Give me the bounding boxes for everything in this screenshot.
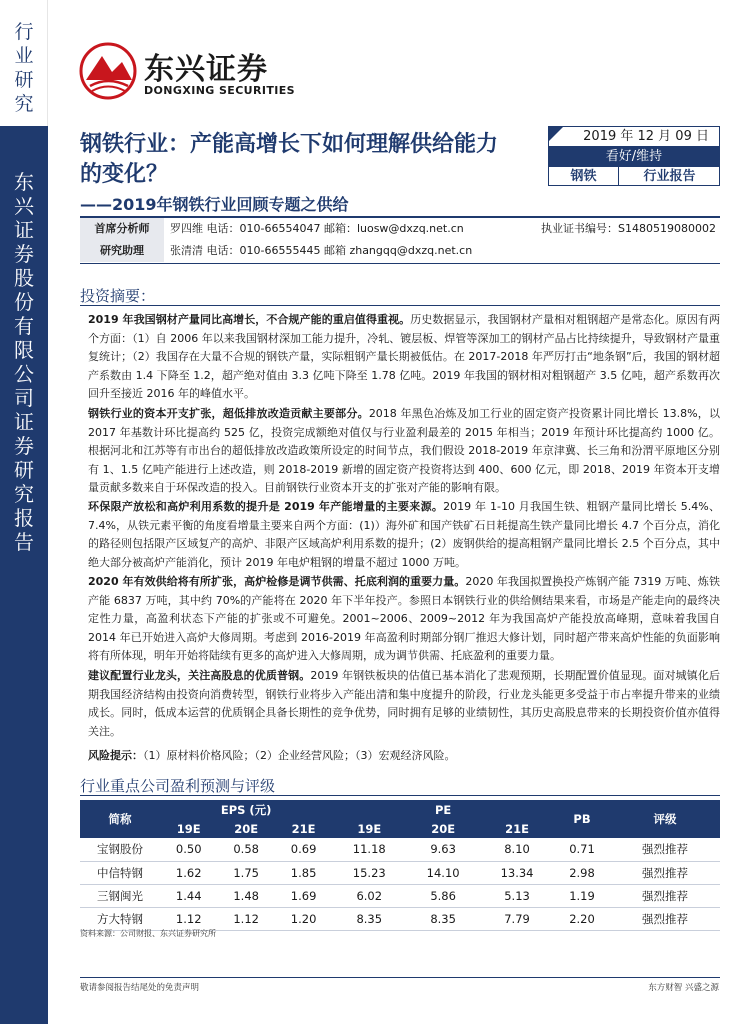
forecast-table xyxy=(80,800,720,931)
table-cell: 8.35 xyxy=(406,907,480,930)
analyst-cert: 执业证书编号：S1480519080002 xyxy=(541,222,716,235)
paragraph-lead: 建议配置行业龙头，关注高股息的优质普钢。 xyxy=(88,669,311,682)
footer-disclaimer: 敬请参阅报告结尾处的免责声明 xyxy=(80,983,200,993)
rating-cell: 强烈推荐 xyxy=(610,861,720,884)
table-cell: 9.63 xyxy=(406,838,480,861)
report-title: 钢铁行业：产能高增长下如何理解供给能力的变化？ xyxy=(80,132,499,187)
summary-paragraph xyxy=(88,573,720,666)
col-year: 20E xyxy=(217,819,274,838)
assistant-role: 研究助理 xyxy=(80,240,164,262)
table-cell: 1.19 xyxy=(554,884,610,907)
table-cell: 6.02 xyxy=(332,884,406,907)
sidebar-company: 东兴证券股份有限公司证券研究报告 xyxy=(14,170,34,554)
col-pe: PE xyxy=(332,800,554,819)
table-cell: 1.20 xyxy=(275,907,332,930)
table-cell: 2.98 xyxy=(554,861,610,884)
table-row xyxy=(80,838,720,861)
paragraph-lead: 钢铁行业的资本开支扩张，超低排放改造贡献主要部分。 xyxy=(88,407,369,420)
table-row xyxy=(80,884,720,907)
table-cell: 7.79 xyxy=(480,907,554,930)
table-cell: 1.62 xyxy=(160,861,217,884)
assistant-info: 张清清 电话：010-66555445 邮箱 zhangqq@dxzq.net.cn xyxy=(170,244,473,257)
risk-note xyxy=(88,747,456,765)
table-cell: 13.34 xyxy=(480,861,554,884)
company-name: 中信特钢 xyxy=(80,861,160,884)
summary-paragraph xyxy=(88,405,720,498)
rating-cell: 强烈推荐 xyxy=(610,838,720,861)
table-cell: 0.71 xyxy=(554,838,610,861)
industry-name: 钢铁 xyxy=(549,167,619,186)
report-meta-box xyxy=(548,126,720,186)
table-cell: 14.10 xyxy=(406,861,480,884)
summary-paragraph xyxy=(88,667,720,741)
paragraph-lead: 2019 年我国钢材产量同比高增长，不合规产能的重启值得重视。 xyxy=(88,313,411,326)
report-subtitle: ——2019年钢铁行业回顾专题之供给 xyxy=(80,195,349,214)
company-name: 宝钢股份 xyxy=(80,838,160,861)
company-logo xyxy=(78,42,308,102)
rating-cell: 强烈推荐 xyxy=(610,884,720,907)
table-cell: 15.23 xyxy=(332,861,406,884)
corner-triangle-icon xyxy=(549,127,563,141)
paragraph-body: 2018 年黑色冶炼及加工行业的固定资产投资累计同比增长 13.8%，以 2017 年基数计环比提高约 525 亿，投资完成额绝对值仅与行业盈利最差的 2015 年相当；2019 年预计环比提高约 1000 亿。根据河北和江苏等有市出台的超低排放改造政策所设定的时间节点，我们假设 2018-2019 年京津冀、长三角和汾渭平原地区分别有 1、1.5 亿吨产能进行上述改造，则 2018-2019 新增的固定资产投资将达到 400、600 亿元，即 2018、2019 年资本开支增量贡献多数来自于环保改造的投入。目前钢铁行业资本开支的扩张对产能的影响有限。 xyxy=(88,407,721,494)
analyst-row xyxy=(80,216,720,240)
table-cell: 11.18 xyxy=(332,838,406,861)
logo-cn: 东兴证券 xyxy=(144,52,268,87)
sidebar-top xyxy=(0,0,48,126)
summary-paragraph xyxy=(88,311,720,404)
col-year: 19E xyxy=(332,819,406,838)
table-source: 资料来源：公司财报、东兴证券研究所 xyxy=(80,929,216,938)
col-name: 简称 xyxy=(80,800,160,838)
logo-en: DONGXING SECURITIES xyxy=(144,84,295,97)
divider xyxy=(80,305,720,306)
table-row xyxy=(80,861,720,884)
paragraph-lead: 2020 年有效供给将有所扩张，高炉检修是调节供需、托底利润的重要力量。 xyxy=(88,575,466,588)
risk-body: （1）原材料价格风险；（2）企业经营风险；（3）宏观经济风险。 xyxy=(143,749,456,762)
summary-paragraph xyxy=(88,498,720,572)
col-year: 19E xyxy=(160,819,217,838)
table-cell: 1.48 xyxy=(217,884,274,907)
table-cell: 0.58 xyxy=(217,838,274,861)
col-pb: PB xyxy=(554,800,610,838)
report-date: 2019 年 12 月 09 日 xyxy=(549,127,719,147)
footer-divider xyxy=(80,977,720,978)
table-cell: 1.44 xyxy=(160,884,217,907)
paragraph-body: 2020 年我国拟置换投产炼钢产能 7319 万吨、炼铁产能 6837 万吨，其中约 70%的产能将在 2020 年下半年投产。参照日本钢铁行业的供给侧结果来看，市场是产能走向的最终决定性力量，高盈利状态下产能的扩张或不可避免。2001~2006、2009~2012 年为我国高炉产能投放高峰期，意味着我国自 2014 年已开始进入高炉大修周期。考虑到 2016-2019 年高盈利时期部分钢厂推迟大修计划，同时超产带来高炉性能的负面影响将有所体现，明年开始将陆续有更多的高炉进入大修周期，成为调节供需、托底盈利的重要力量。 xyxy=(88,575,720,662)
table-cell: 0.50 xyxy=(160,838,217,861)
col-year: 21E xyxy=(480,819,554,838)
table-cell: 1.85 xyxy=(275,861,332,884)
report-type: 行业报告 xyxy=(643,169,696,184)
paragraph-body: 2019 年 1-10 月我国生铁、粗钢产量同比增长 5.4%、7.4%，从铁元素平衡的角度看增量主要来自两个方面：(1)）海外矿和国产铁矿石日耗提高生铁产量同比增长 4.7 个百分点，消化的路径则包括限产区域复产的高炉、非限产区域高炉利用系数的提升；(2）废钢供给的提高粗钢产量同比增长 2.5 个百分点，其中绝大部分被高炉产能消化，预计 2019 年电炉粗钢的增量不超过 1000 万吨。 xyxy=(88,500,720,569)
table-cell: 5.13 xyxy=(480,884,554,907)
paragraph-lead: 环保限产放松和高炉利用系数的提升是 2019 年产能增量的主要来源。 xyxy=(88,500,444,513)
table-cell: 0.69 xyxy=(275,838,332,861)
rating-cell: 强烈推荐 xyxy=(610,907,720,930)
paragraph-body: 2019 年钢铁板块的估值已基本消化了悲观预期，长期配置价值显现。面对城镇化后期我国经济结构由投资向消费转型，钢铁行业将步入产能出清和集中度提升的阶段，行业龙头能更多受益于市占率提升带来的业绩成长。同时，低成本运营的优质钢企具备长期性的竞争优势，同时拥有足够的业绩韧性，其历史高股息带来的长期投资价值亦值得关注。 xyxy=(88,669,720,738)
col-year: 21E xyxy=(275,819,332,838)
assistant-row xyxy=(80,240,720,264)
risk-lead: 风险提示： xyxy=(88,749,143,762)
table-cell: 2.20 xyxy=(554,907,610,930)
table-cell: 5.86 xyxy=(406,884,480,907)
logo-emblem-icon xyxy=(78,42,138,100)
table-row xyxy=(80,907,720,930)
footer-slogan: 东方财智 兴盛之源 xyxy=(648,983,719,993)
paragraph-body: 历史数据显示，我国钢材产量相对粗钢超产是常态化。原因有两个方面：（1）自 2006 年以来我国钢材深加工能力提升，冷轧、镀层板、焊管等深加工的钢材产品占比持续提升，导致钢材产量重复统计；（2）我国存在大量不合规的钢铁产量，实际粗钢产量长期被低估。在 2017-2018 年严厉打击“地条钢”后，我国的钢材超产系数由 1.4 下降至 1.2，超产绝对值由 3.3 亿吨下降至 1.78 亿吨。2019 年我国的钢材相对粗钢超产 3.5 亿吨，超产系数再次回升至接近 2016 年的峰值水平。 xyxy=(88,313,720,400)
table-cell: 1.12 xyxy=(160,907,217,930)
summary-heading: 投资摘要： xyxy=(80,287,156,305)
analyst-info: 罗四维 电话：010-66554047 邮箱：luosw@dxzq.net.cn xyxy=(170,222,464,235)
company-name: 三钢闽光 xyxy=(80,884,160,907)
sidebar-bottom xyxy=(0,126,48,1024)
table-heading: 行业重点公司盈利预测与评级 xyxy=(80,777,276,795)
col-eps: EPS (元) xyxy=(160,800,332,819)
table-cell: 1.69 xyxy=(275,884,332,907)
col-rating: 评级 xyxy=(610,800,720,838)
table-cell: 1.12 xyxy=(217,907,274,930)
table-cell: 8.10 xyxy=(480,838,554,861)
sidebar-category: 行业研究 xyxy=(14,21,34,115)
analyst-role: 首席分析师 xyxy=(80,218,164,240)
col-year: 20E xyxy=(406,819,480,838)
table-cell: 1.75 xyxy=(217,861,274,884)
table-cell: 8.35 xyxy=(332,907,406,930)
industry-rating: 看好/维持 xyxy=(549,147,719,167)
divider xyxy=(80,795,720,796)
company-name: 方大特钢 xyxy=(80,907,160,930)
